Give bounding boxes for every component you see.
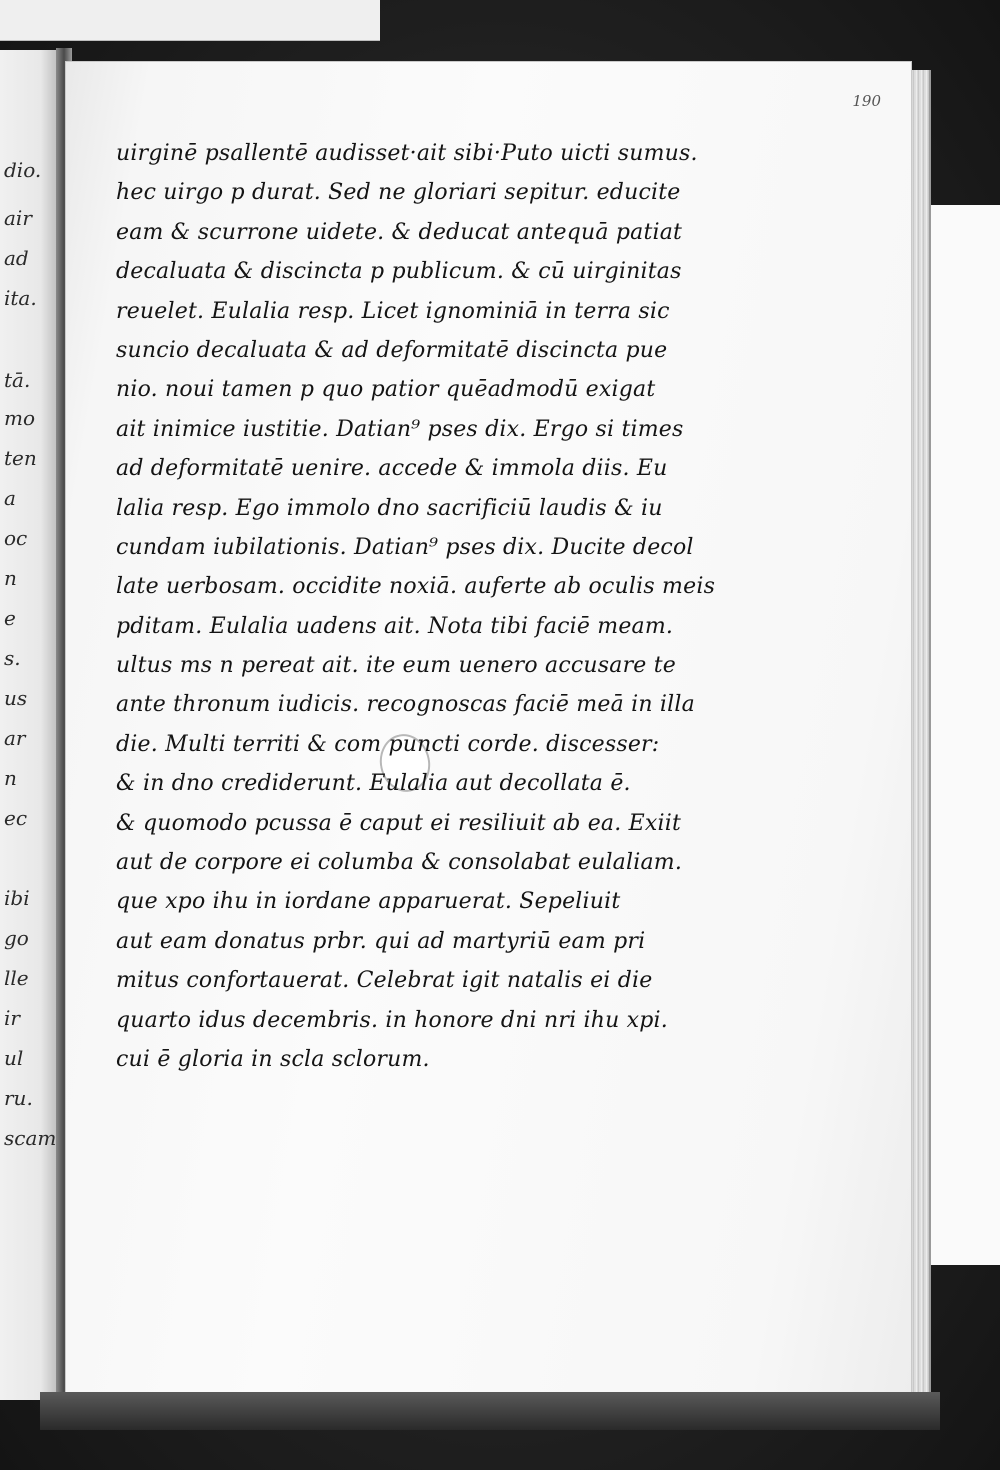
left-fragment: air [4, 206, 32, 230]
text-line: cundam iubilationis. Datian⁹ pses dix. Ducite decol [116, 534, 694, 560]
text-line: pditam. Eulalia uadens ait. Nota tibi faciē meam. [116, 613, 674, 639]
text-line: aut de corpore ei columba & consolabat eulaliam. [116, 850, 683, 876]
text-line: aut eam donatus prbr. qui ad martyriū eam pri [116, 928, 646, 954]
left-fragment: oc [4, 526, 28, 550]
text-line: & in dno crediderunt. Eulalia aut decollata ē. [116, 771, 631, 797]
left-fragment: scam [4, 1126, 57, 1150]
text-line: ante thronum iudicis. recognoscas faciē meā in illa [116, 692, 695, 718]
text-line: ultus ms n pereat ait. ite eum uenero accusare te [116, 653, 676, 679]
left-fragment: dio. [4, 158, 42, 182]
book-bottom-edge [40, 1392, 940, 1430]
left-fragment: mo [4, 406, 36, 430]
left-fragment: us [4, 686, 28, 710]
left-fragment: ten [4, 446, 37, 470]
left-fragment: n [4, 566, 17, 590]
text-line: nio. noui tamen p quo patior quēadmodū exigat [116, 377, 656, 403]
text-line: die. Multi territi & com puncti corde. discesser: [116, 731, 660, 757]
text-line: uirginē psallentē audisset·ait sibi·Puto uicti sumus. [116, 141, 698, 166]
left-fragment: tā. [4, 368, 31, 392]
text-line: que xpo ihu in iordane apparuerat. Sepeliuit [116, 889, 621, 915]
left-fragment: go [4, 926, 29, 950]
left-fragment: ul [4, 1046, 24, 1070]
left-fragment: ibi [4, 886, 30, 910]
text-line: cui ē gloria in scla sclorum. [116, 1046, 430, 1072]
text-line: ad deformitatē uenire. accede & immola diis. Eu [116, 456, 668, 482]
text-line: decaluata & discincta p publicum. & cū uirginitas [116, 259, 682, 285]
text-line: mitus confortauerat. Celebrat igit natalis ei die [116, 968, 653, 994]
left-page [0, 50, 58, 1400]
left-fragment: s. [4, 646, 21, 670]
left-fragment: ad [4, 246, 29, 270]
left-fragment: ru. [4, 1086, 33, 1110]
text-line: eam & scurrone uidete. & deducat antequā patiat [116, 219, 683, 245]
manuscript-text [116, 134, 776, 1079]
text-line: lalia resp. Ego immolo dno sacrificiū laudis & iu [116, 495, 663, 521]
text-line: ait inimice iustitie. Datian⁹ pses dix. Ergo si times [116, 416, 684, 442]
label-strip [921, 205, 1000, 1265]
folio-number: 190 [852, 92, 881, 110]
left-fragment: n [4, 766, 17, 790]
left-fragment: lle [4, 966, 29, 990]
left-fragment: e [4, 606, 16, 630]
left-fragment: ita. [4, 286, 37, 310]
text-line: suncio decaluata & ad deformitatē discincta pue [116, 337, 668, 363]
scan-board-edge [0, 0, 380, 41]
text-line: hec uirgo p durat. Sed ne gloriari sepitur. educite [116, 180, 681, 206]
left-fragment: ar [4, 726, 26, 750]
left-fragment: a [4, 486, 16, 510]
text-line: reuelet. Eulalia resp. Licet ignominiā in terra sic [116, 298, 670, 324]
text-line: quarto idus decembris. in honore dni nri ihu xpi. [116, 1007, 668, 1033]
left-fragment: ir [4, 1006, 20, 1030]
left-fragment: ec [4, 806, 28, 830]
text-line: & quomodo pcussa ē caput ei resiliuit ab ea. Exiit [116, 810, 682, 836]
text-line: late uerbosam. occidite noxiā. auferte ab oculis meis [116, 574, 716, 600]
manuscript-page [66, 62, 911, 1394]
